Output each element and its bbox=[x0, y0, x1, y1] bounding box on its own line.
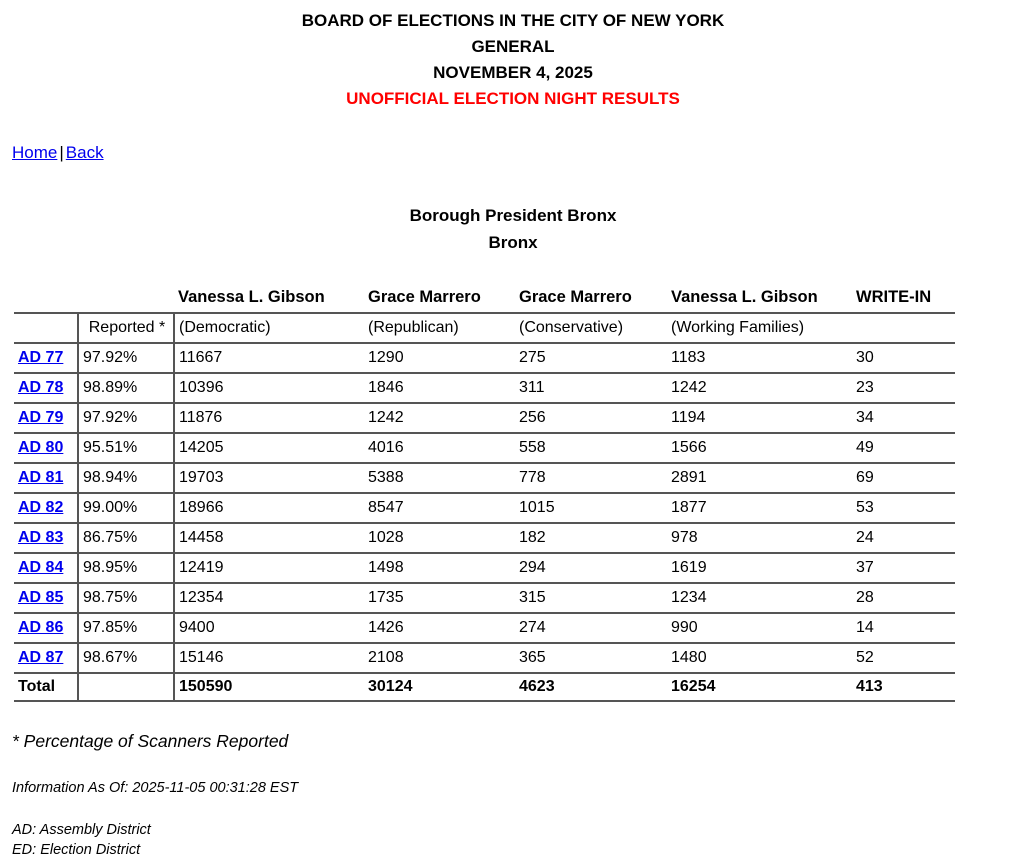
vote-cell: 990 bbox=[667, 613, 852, 643]
reported-cell: 99.00% bbox=[78, 493, 174, 523]
district-link[interactable]: AD 81 bbox=[18, 469, 64, 486]
total-row bbox=[14, 673, 955, 701]
district-link[interactable]: AD 77 bbox=[18, 349, 64, 366]
vote-cell: 1290 bbox=[364, 343, 515, 373]
vote-cell: 311 bbox=[515, 373, 667, 403]
writein-header: WRITE-IN bbox=[856, 288, 932, 306]
vote-cell: 2108 bbox=[364, 643, 515, 673]
scanners-footnote: * Percentage of Scanners Reported bbox=[12, 731, 289, 751]
vote-cell: 274 bbox=[515, 613, 667, 643]
party-header: (Conservative) bbox=[515, 313, 667, 343]
district-link[interactable]: AD 84 bbox=[18, 559, 64, 576]
candidate-header: Vanessa L. Gibson bbox=[671, 288, 818, 306]
vote-cell: 9400 bbox=[174, 613, 364, 643]
vote-cell: 2891 bbox=[667, 463, 852, 493]
vote-cell: 1194 bbox=[667, 403, 852, 433]
blank-cell bbox=[14, 313, 78, 343]
district-link[interactable]: AD 83 bbox=[18, 529, 64, 546]
district-row bbox=[14, 613, 955, 643]
district-cell bbox=[14, 343, 78, 373]
vote-cell: 18966 bbox=[174, 493, 364, 523]
vote-cell: 978 bbox=[667, 523, 852, 553]
reported-cell: 98.94% bbox=[78, 463, 174, 493]
vote-cell: 14 bbox=[852, 613, 955, 643]
candidate-header: Grace Marrero bbox=[519, 288, 632, 306]
total-vote-cell: 4623 bbox=[515, 673, 667, 701]
district-link[interactable]: AD 78 bbox=[18, 379, 64, 396]
vote-cell: 1242 bbox=[667, 373, 852, 403]
vote-cell: 1015 bbox=[515, 493, 667, 523]
total-reported-cell bbox=[78, 673, 174, 701]
district-row bbox=[14, 463, 955, 493]
vote-cell: 19703 bbox=[174, 463, 364, 493]
vote-cell: 1619 bbox=[667, 553, 852, 583]
reported-cell: 98.75% bbox=[78, 583, 174, 613]
election-type: GENERAL bbox=[471, 37, 555, 56]
nav-links bbox=[12, 143, 1014, 163]
vote-cell: 1846 bbox=[364, 373, 515, 403]
vote-cell: 365 bbox=[515, 643, 667, 673]
district-row bbox=[14, 493, 955, 523]
district-row bbox=[14, 373, 955, 403]
vote-cell: 14458 bbox=[174, 523, 364, 553]
reported-cell: 98.89% bbox=[78, 373, 174, 403]
district-link[interactable]: AD 79 bbox=[18, 409, 64, 426]
total-vote-cell: 30124 bbox=[364, 673, 515, 701]
vote-cell: 1234 bbox=[667, 583, 852, 613]
results-tbody bbox=[14, 286, 955, 701]
district-link[interactable]: AD 80 bbox=[18, 439, 64, 456]
reported-cell: 86.75% bbox=[78, 523, 174, 553]
district-cell bbox=[14, 583, 78, 613]
district-cell bbox=[14, 433, 78, 463]
vote-cell: 1480 bbox=[667, 643, 852, 673]
candidate-header: Grace Marrero bbox=[368, 288, 481, 306]
vote-cell: 1028 bbox=[364, 523, 515, 553]
vote-cell: 1877 bbox=[667, 493, 852, 523]
district-row bbox=[14, 523, 955, 553]
vote-cell: 778 bbox=[515, 463, 667, 493]
total-label: Total bbox=[14, 673, 78, 701]
vote-cell: 256 bbox=[515, 403, 667, 433]
nav-separator: | bbox=[59, 143, 64, 162]
total-vote-cell: 413 bbox=[852, 673, 955, 701]
district-cell bbox=[14, 613, 78, 643]
vote-cell: 1242 bbox=[364, 403, 515, 433]
ed-definition: ED: Election District bbox=[12, 842, 141, 858]
reported-cell: 97.92% bbox=[78, 403, 174, 433]
vote-cell: 11876 bbox=[174, 403, 364, 433]
vote-cell: 182 bbox=[515, 523, 667, 553]
vote-cell: 1426 bbox=[364, 613, 515, 643]
abbreviation-definitions bbox=[12, 820, 1014, 860]
vote-cell: 52 bbox=[852, 643, 955, 673]
vote-cell: 69 bbox=[852, 463, 955, 493]
vote-cell: 1566 bbox=[667, 433, 852, 463]
vote-cell: 24 bbox=[852, 523, 955, 553]
district-cell bbox=[14, 463, 78, 493]
vote-cell: 275 bbox=[515, 343, 667, 373]
district-row bbox=[14, 433, 955, 463]
district-cell bbox=[14, 643, 78, 673]
district-cell bbox=[14, 523, 78, 553]
reported-cell: 95.51% bbox=[78, 433, 174, 463]
vote-cell: 49 bbox=[852, 433, 955, 463]
district-cell bbox=[14, 553, 78, 583]
vote-cell: 30 bbox=[852, 343, 955, 373]
total-vote-cell: 16254 bbox=[667, 673, 852, 701]
contest-title: Borough President Bronx bbox=[409, 206, 617, 225]
vote-cell: 15146 bbox=[174, 643, 364, 673]
contest-header bbox=[12, 202, 1014, 256]
vote-cell: 558 bbox=[515, 433, 667, 463]
vote-cell: 37 bbox=[852, 553, 955, 583]
as-of-timestamp: Information As Of: 2025-11-05 00:31:28 EST bbox=[12, 780, 299, 796]
district-row bbox=[14, 403, 955, 433]
vote-cell: 8547 bbox=[364, 493, 515, 523]
org-title: BOARD OF ELECTIONS IN THE CITY OF NEW YORK bbox=[301, 11, 725, 30]
district-row bbox=[14, 583, 955, 613]
reported-cell: 98.95% bbox=[78, 553, 174, 583]
vote-cell: 12354 bbox=[174, 583, 364, 613]
vote-cell: 11667 bbox=[174, 343, 364, 373]
vote-cell: 5388 bbox=[364, 463, 515, 493]
home-link[interactable]: Home bbox=[12, 143, 58, 162]
district-link[interactable]: AD 87 bbox=[18, 649, 64, 666]
party-header: (Republican) bbox=[364, 313, 515, 343]
vote-cell: 12419 bbox=[174, 553, 364, 583]
total-vote-cell: 150590 bbox=[174, 673, 364, 701]
district-row bbox=[14, 643, 955, 673]
district-row bbox=[14, 343, 955, 373]
blank-header-cell bbox=[78, 286, 174, 313]
vote-cell: 315 bbox=[515, 583, 667, 613]
vote-cell: 23 bbox=[852, 373, 955, 403]
vote-cell: 10396 bbox=[174, 373, 364, 403]
back-link[interactable]: Back bbox=[65, 143, 104, 162]
district-link[interactable]: AD 86 bbox=[18, 619, 64, 636]
party-header: (Working Families) bbox=[667, 313, 852, 343]
vote-cell: 4016 bbox=[364, 433, 515, 463]
district-link[interactable]: AD 85 bbox=[18, 589, 64, 606]
reported-header: Reported * bbox=[78, 313, 174, 343]
vote-cell: 294 bbox=[515, 553, 667, 583]
ad-definition: AD: Assembly District bbox=[12, 822, 151, 838]
page-header bbox=[12, 8, 1014, 112]
vote-cell: 1183 bbox=[667, 343, 852, 373]
contest-borough: Bronx bbox=[488, 233, 538, 252]
vote-cell: 28 bbox=[852, 583, 955, 613]
reported-cell: 98.67% bbox=[78, 643, 174, 673]
reported-cell: 97.92% bbox=[78, 343, 174, 373]
vote-cell: 14205 bbox=[174, 433, 364, 463]
district-cell bbox=[14, 373, 78, 403]
election-date: NOVEMBER 4, 2025 bbox=[433, 63, 593, 82]
vote-cell: 1735 bbox=[364, 583, 515, 613]
results-table bbox=[14, 286, 955, 702]
party-header-row bbox=[14, 313, 955, 343]
district-cell bbox=[14, 493, 78, 523]
reported-cell: 97.85% bbox=[78, 613, 174, 643]
vote-cell: 53 bbox=[852, 493, 955, 523]
candidate-header: Vanessa L. Gibson bbox=[178, 288, 325, 306]
vote-cell: 34 bbox=[852, 403, 955, 433]
party-header: (Democratic) bbox=[174, 313, 364, 343]
unofficial-banner: UNOFFICIAL ELECTION NIGHT RESULTS bbox=[346, 89, 680, 108]
candidate-header-row bbox=[14, 286, 955, 313]
vote-cell: 1498 bbox=[364, 553, 515, 583]
district-link[interactable]: AD 82 bbox=[18, 499, 64, 516]
district-row bbox=[14, 553, 955, 583]
party-header bbox=[852, 313, 955, 343]
district-cell bbox=[14, 403, 78, 433]
blank-header-cell bbox=[14, 286, 78, 313]
